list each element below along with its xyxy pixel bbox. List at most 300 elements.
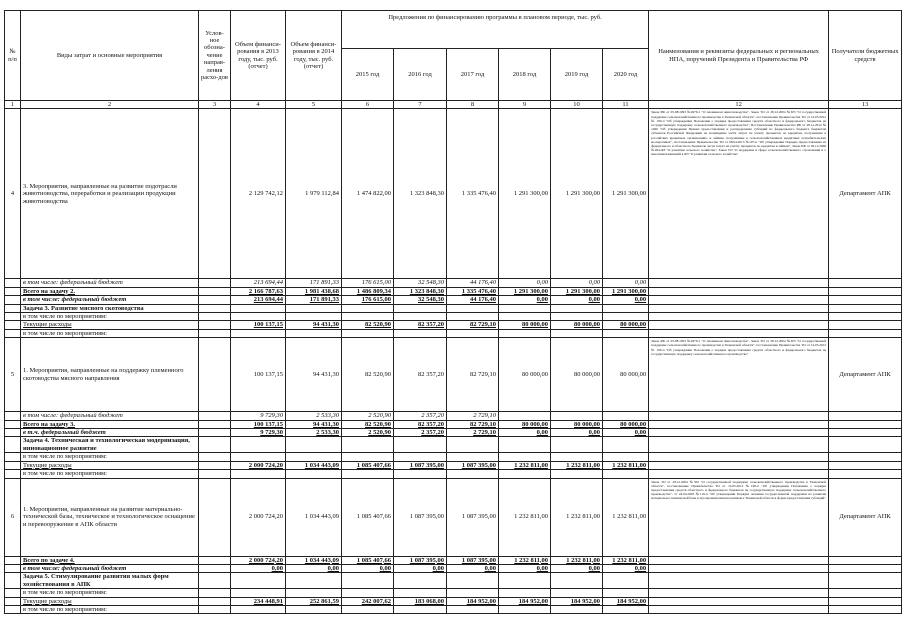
column-index: 8 [447, 101, 499, 109]
value-cell: 1 323 848,30 [394, 109, 447, 279]
legal-acts-cell: Закон ТО от 28.12.2004 №303 "О государственной поддержке сельскохозяйственного производства в Тюменской области", постановление Правительства ТО от 14.05.2012 №190-п "Об утверждении Положения о порядке предоставления средств областного и федерального бюджетов на государственную поддержку сельскохозяйственного производства", от 24.04.2003 №119-п "Об утверждении Порядка оказания государственной поддержки на развитие материально-технической базы в агропромышленном комплексе Тюменской области в форме предоставления субсидий" [649, 478, 829, 556]
value-cell: 1 291 300,00 [551, 109, 603, 279]
direction-code [199, 412, 231, 420]
value-cell: 0,00 [551, 564, 603, 572]
value-cell [447, 573, 499, 589]
row-number [5, 453, 21, 461]
header-year-2: 2017 год [447, 49, 499, 101]
recipient-cell [829, 470, 902, 478]
recipient-cell [829, 461, 902, 469]
value-cell [603, 573, 649, 589]
value-cell: 176 615,00 [342, 279, 394, 287]
value-cell [286, 437, 342, 453]
value-cell: 1 087 395,00 [447, 556, 499, 564]
row-name: в том числе по мероприятиям: [21, 329, 199, 337]
header-year-4: 2019 год [551, 49, 603, 101]
row-name: Текущие расходы [21, 321, 199, 329]
value-cell [499, 304, 551, 312]
row-number [5, 279, 21, 287]
value-cell: 9 729,30 [231, 429, 286, 437]
value-cell [342, 589, 394, 597]
value-cell [447, 437, 499, 453]
recipient-cell [829, 573, 902, 589]
direction-code [199, 556, 231, 564]
header-vol2014: Объем финанси-рования в 2014 году, тыс. руб. (отчет) [286, 11, 342, 101]
value-cell: 1 085 407,66 [342, 461, 394, 469]
value-cell [286, 329, 342, 337]
header-vol2013: Объем финанси-рования в 2013 году, тыс. руб. (отчет) [231, 11, 286, 101]
recipient-cell [829, 564, 902, 572]
row-name: 1. Мероприятия, направленные на развитие материально-технической базы, техническое и технологическое оснащение и перевооружение в АПК области [21, 478, 199, 556]
row-number [5, 461, 21, 469]
value-cell [499, 329, 551, 337]
value-cell [551, 329, 603, 337]
table-row [5, 109, 902, 279]
value-cell: 1 034 443,09 [286, 461, 342, 469]
value-cell [499, 437, 551, 453]
row-number [5, 321, 21, 329]
value-cell: 1 087 395,00 [394, 461, 447, 469]
value-cell: 100 137,15 [231, 321, 286, 329]
recipient-cell [829, 329, 902, 337]
direction-code [199, 605, 231, 613]
value-cell [447, 453, 499, 461]
direction-code [199, 437, 231, 453]
row-name: в том числе: федеральный бюджет [21, 412, 199, 420]
value-cell: 1 034 443,09 [286, 556, 342, 564]
value-cell [603, 605, 649, 613]
direction-code [199, 338, 231, 412]
value-cell: 0,00 [603, 279, 649, 287]
value-cell [603, 313, 649, 321]
header-num: № п/п [5, 11, 21, 101]
table-row [5, 321, 902, 329]
direction-code [199, 453, 231, 461]
value-cell: 1 486 809,34 [342, 287, 394, 295]
legal-acts-cell [649, 420, 829, 428]
row-name: в том числе: федеральный бюджет [21, 296, 199, 304]
legal-acts-cell [649, 573, 829, 589]
recipient-cell [829, 287, 902, 295]
value-cell [551, 589, 603, 597]
row-name: в том числе: федеральный бюджет [21, 279, 199, 287]
value-cell: 82 729,10 [447, 338, 499, 412]
value-cell: 2 533,30 [286, 429, 342, 437]
value-cell [231, 329, 286, 337]
value-cell: 1 087 395,00 [447, 478, 499, 556]
value-cell: 1 335 476,40 [447, 287, 499, 295]
row-number: 6 [5, 478, 21, 556]
legal-acts-cell [649, 287, 829, 295]
value-cell [499, 453, 551, 461]
value-cell [231, 605, 286, 613]
value-cell: 2 000 724,20 [231, 461, 286, 469]
value-cell [447, 589, 499, 597]
value-cell: 100 137,15 [231, 338, 286, 412]
direction-code [199, 573, 231, 589]
recipient-cell [829, 556, 902, 564]
column-index: 7 [394, 101, 447, 109]
row-number [5, 573, 21, 589]
value-cell: 184 952,00 [551, 597, 603, 605]
value-cell: 100 137,15 [231, 420, 286, 428]
value-cell [231, 304, 286, 312]
direction-code [199, 296, 231, 304]
value-cell: 1 232 811,00 [499, 556, 551, 564]
value-cell: 1 291 300,00 [499, 109, 551, 279]
column-index: 3 [199, 101, 231, 109]
value-cell: 0,00 [286, 564, 342, 572]
row-number [5, 420, 21, 428]
table-row [5, 296, 902, 304]
value-cell [499, 412, 551, 420]
recipient-cell [829, 279, 902, 287]
table-row [5, 453, 902, 461]
value-cell: 82 357,20 [394, 338, 447, 412]
header-year-5: 2020 год [603, 49, 649, 101]
column-index: 13 [829, 101, 902, 109]
row-number [5, 597, 21, 605]
value-cell: 2 729,10 [447, 429, 499, 437]
direction-code [199, 478, 231, 556]
value-cell [603, 589, 649, 597]
legal-acts-cell [649, 564, 829, 572]
value-cell [551, 313, 603, 321]
recipient-cell [829, 605, 902, 613]
value-cell [499, 313, 551, 321]
value-cell: 184 952,00 [447, 597, 499, 605]
value-cell [286, 313, 342, 321]
header-plan: Предложения по финансированию программы в плановом периоде, тыс. руб. [342, 11, 649, 49]
value-cell: 94 431,30 [286, 338, 342, 412]
table-row [5, 437, 902, 453]
header-cond: Услов-ное обозна-чение направ-ления расхо-дов [199, 11, 231, 101]
legal-acts-cell [649, 437, 829, 453]
value-cell [342, 470, 394, 478]
legal-acts-cell: Закон РФ от 05.08.1993 №4979-1 "О племенном животноводстве", Закон ТО от 28.12.2004 №303 "О государственной поддержке сельскохозяйственного производства в Тюменской области", постановление Правительства ТО от 14.05.2012 № 190-п "Об утверждении Положения о порядке предоставления средств областного и федерального бюджетов на государственную поддержку сельскохозяйственного производства", Постановление Правительства РФ от 28.12.2012 № 1460 "Об утверждении Правил предоставления и распределения субсидий из федерального бюджета бюджетам субъектов Российской Федерации на возмещение части затрат на уплату процентов по кредитам, полученным в российских кредитных организациях, и займам, полученным в сельскохозяйственных кредитных потребительских кооперативах", постановление Правительства ТО от 08.04.2013 №107-п "Об утверждении Порядка предоставления из федерального и областного бюджетов части затрат на уплату процентов по кредитам и займам", Закон РФ от 29.12.2006 №264-ФЗ "О развитии сельского хозяйства", Закон ТО "О поддержке в сфере сельскохозяйственного страхования и о внесении изменений в ФЗ "О развитии сельского хозяйства" [649, 109, 829, 279]
legal-acts-cell [649, 304, 829, 312]
value-cell [231, 470, 286, 478]
value-cell [286, 304, 342, 312]
header-name: Виды затрат и основные мероприятия [21, 11, 199, 101]
value-cell: 1 232 811,00 [603, 478, 649, 556]
direction-code [199, 287, 231, 295]
row-name: в том числе по мероприятиям: [21, 453, 199, 461]
column-index: 10 [551, 101, 603, 109]
direction-code [199, 304, 231, 312]
value-cell: 242 007,62 [342, 597, 394, 605]
direction-code [199, 329, 231, 337]
value-cell: 1 232 811,00 [551, 461, 603, 469]
value-cell [499, 470, 551, 478]
value-cell [342, 329, 394, 337]
value-cell [394, 470, 447, 478]
value-cell [394, 605, 447, 613]
recipient-cell: Департамент АПК [829, 338, 902, 412]
value-cell: 2 357,20 [394, 429, 447, 437]
value-cell: 0,00 [499, 429, 551, 437]
value-cell: 0,00 [603, 296, 649, 304]
recipient-cell [829, 412, 902, 420]
value-cell: 0,00 [551, 279, 603, 287]
value-cell [447, 304, 499, 312]
value-cell: 1 232 811,00 [499, 478, 551, 556]
value-cell: 82 357,20 [394, 420, 447, 428]
value-cell [499, 605, 551, 613]
direction-code [199, 470, 231, 478]
table-row [5, 470, 902, 478]
row-number [5, 429, 21, 437]
value-cell [447, 329, 499, 337]
row-number [5, 556, 21, 564]
value-cell: 1 291 300,00 [551, 287, 603, 295]
value-cell: 2 533,30 [286, 412, 342, 420]
recipient-cell: Департамент АПК [829, 478, 902, 556]
recipient-cell [829, 313, 902, 321]
row-name: в том числе по мероприятиям: [21, 470, 199, 478]
direction-code [199, 279, 231, 287]
value-cell: 1 979 112,84 [286, 109, 342, 279]
value-cell: 1 232 811,00 [603, 556, 649, 564]
row-name: Всего на задачу 3. [21, 420, 199, 428]
value-cell: 80 000,00 [603, 321, 649, 329]
value-cell: 2 166 787,63 [231, 287, 286, 295]
column-index: 12 [649, 101, 829, 109]
value-cell: 0,00 [603, 429, 649, 437]
row-name: 3. Мероприятия, направленные на развитие подотрасли животноводства, переработки и реализации продукции животноводства [21, 109, 199, 279]
value-cell [603, 437, 649, 453]
legal-acts-cell [649, 556, 829, 564]
value-cell: 2 000 724,20 [231, 556, 286, 564]
table-row [5, 338, 902, 412]
row-name: в том числе по мероприятиям: [21, 313, 199, 321]
value-cell [231, 437, 286, 453]
table-row [5, 573, 902, 589]
value-cell: 82 520,90 [342, 321, 394, 329]
value-cell [499, 589, 551, 597]
value-cell [286, 605, 342, 613]
value-cell [342, 573, 394, 589]
row-number: 4 [5, 109, 21, 279]
table-row [5, 429, 902, 437]
value-cell: 1 291 300,00 [603, 287, 649, 295]
value-cell [286, 589, 342, 597]
value-cell: 1 232 811,00 [499, 461, 551, 469]
value-cell: 82 520,90 [342, 338, 394, 412]
table-row [5, 556, 902, 564]
value-cell [342, 453, 394, 461]
value-cell: 0,00 [551, 296, 603, 304]
value-cell: 1 291 300,00 [603, 109, 649, 279]
value-cell [342, 605, 394, 613]
value-cell: 171 891,33 [286, 296, 342, 304]
direction-code [199, 429, 231, 437]
legal-acts-cell [649, 461, 829, 469]
value-cell [603, 453, 649, 461]
row-number [5, 437, 21, 453]
value-cell: 94 431,30 [286, 420, 342, 428]
value-cell [231, 589, 286, 597]
recipient-cell [829, 296, 902, 304]
value-cell [286, 573, 342, 589]
recipient-cell [829, 453, 902, 461]
row-number [5, 589, 21, 597]
recipient-cell [829, 321, 902, 329]
value-cell: 80 000,00 [499, 321, 551, 329]
value-cell: 44 176,40 [447, 279, 499, 287]
table-row [5, 279, 902, 287]
table-row [5, 329, 902, 337]
value-cell: 80 000,00 [603, 338, 649, 412]
financing-table [4, 10, 902, 614]
value-cell: 0,00 [447, 564, 499, 572]
value-cell: 1 335 476,40 [447, 109, 499, 279]
row-number [5, 287, 21, 295]
value-cell: 0,00 [499, 296, 551, 304]
value-cell [394, 589, 447, 597]
value-cell [394, 453, 447, 461]
row-name: 1. Мероприятия, направленные на поддержку племенного скотоводства мясного направления [21, 338, 199, 412]
value-cell: 2 000 724,20 [231, 478, 286, 556]
value-cell [447, 313, 499, 321]
column-index: 2 [21, 101, 199, 109]
value-cell: 1 087 395,00 [394, 556, 447, 564]
value-cell: 171 891,33 [286, 279, 342, 287]
value-cell: 1 087 395,00 [394, 478, 447, 556]
value-cell: 0,00 [551, 429, 603, 437]
table-row [5, 304, 902, 312]
row-number [5, 313, 21, 321]
row-name: Задача 5. Стимулирование развития малых форм хозяйствования в АПК [21, 573, 199, 589]
legal-acts-cell [649, 453, 829, 461]
value-cell [551, 605, 603, 613]
table-row [5, 412, 902, 420]
value-cell: 213 694,44 [231, 279, 286, 287]
recipient-cell [829, 420, 902, 428]
value-cell [603, 412, 649, 420]
value-cell: 183 068,00 [394, 597, 447, 605]
value-cell [551, 453, 603, 461]
recipient-cell [829, 597, 902, 605]
value-cell: 44 176,40 [447, 296, 499, 304]
direction-code [199, 589, 231, 597]
recipient-cell [829, 429, 902, 437]
legal-acts-cell [649, 296, 829, 304]
value-cell: 80 000,00 [551, 321, 603, 329]
direction-code [199, 420, 231, 428]
direction-code [199, 109, 231, 279]
table-row [5, 420, 902, 428]
value-cell [603, 329, 649, 337]
table-row [5, 461, 902, 469]
value-cell: 1 087 395,00 [447, 461, 499, 469]
recipient-cell: Департамент АПК [829, 109, 902, 279]
value-cell: 82 357,20 [394, 321, 447, 329]
value-cell [394, 573, 447, 589]
row-number [5, 564, 21, 572]
header-recipients: Получатели бюджетных средств [829, 11, 902, 101]
row-name: в том числе по мероприятиям: [21, 605, 199, 613]
table-row [5, 478, 902, 556]
legal-acts-cell [649, 279, 829, 287]
value-cell: 0,00 [342, 564, 394, 572]
value-cell: 0,00 [499, 564, 551, 572]
value-cell: 184 952,00 [499, 597, 551, 605]
row-name: в том числе по мероприятиям: [21, 589, 199, 597]
value-cell [231, 573, 286, 589]
value-cell [286, 470, 342, 478]
legal-acts-cell [649, 329, 829, 337]
value-cell: 0,00 [231, 564, 286, 572]
row-name: Всего по задаче 4. [21, 556, 199, 564]
row-number [5, 412, 21, 420]
value-cell: 32 548,30 [394, 279, 447, 287]
column-index: 9 [499, 101, 551, 109]
value-cell [342, 437, 394, 453]
legal-acts-cell [649, 321, 829, 329]
row-number [5, 605, 21, 613]
legal-acts-cell [649, 589, 829, 597]
row-name: Всего на задачу 2. [21, 287, 199, 295]
recipient-cell [829, 437, 902, 453]
value-cell [551, 412, 603, 420]
direction-code [199, 313, 231, 321]
value-cell: 1 291 300,00 [499, 287, 551, 295]
value-cell: 1 323 848,30 [394, 287, 447, 295]
value-cell: 252 861,59 [286, 597, 342, 605]
row-number [5, 296, 21, 304]
header-year-1: 2016 год [394, 49, 447, 101]
row-number [5, 329, 21, 337]
value-cell: 0,00 [603, 564, 649, 572]
value-cell: 1 232 811,00 [551, 556, 603, 564]
column-index: 5 [286, 101, 342, 109]
value-cell [394, 313, 447, 321]
value-cell: 80 000,00 [499, 420, 551, 428]
column-index: 4 [231, 101, 286, 109]
value-cell: 80 000,00 [551, 338, 603, 412]
value-cell [551, 437, 603, 453]
direction-code [199, 321, 231, 329]
row-name: Текущие расходы [21, 461, 199, 469]
value-cell [551, 573, 603, 589]
value-cell: 2 729,10 [447, 412, 499, 420]
value-cell: 1 085 407,66 [342, 556, 394, 564]
row-name: Задача 3. Развитие мясного скотоводства [21, 304, 199, 312]
value-cell [394, 437, 447, 453]
column-index: 6 [342, 101, 394, 109]
value-cell: 2 357,20 [394, 412, 447, 420]
recipient-cell [829, 589, 902, 597]
value-cell: 1 981 438,68 [286, 287, 342, 295]
row-number [5, 470, 21, 478]
legal-acts-cell [649, 313, 829, 321]
value-cell: 176 615,00 [342, 296, 394, 304]
direction-code [199, 597, 231, 605]
value-cell: 184 952,00 [603, 597, 649, 605]
value-cell: 80 000,00 [499, 338, 551, 412]
value-cell [447, 605, 499, 613]
value-cell: 0,00 [394, 564, 447, 572]
table-row [5, 589, 902, 597]
value-cell [394, 304, 447, 312]
column-index: 11 [603, 101, 649, 109]
value-cell [342, 313, 394, 321]
value-cell: 82 729,10 [447, 321, 499, 329]
value-cell [551, 470, 603, 478]
header-year-3: 2018 год [499, 49, 551, 101]
legal-acts-cell [649, 429, 829, 437]
